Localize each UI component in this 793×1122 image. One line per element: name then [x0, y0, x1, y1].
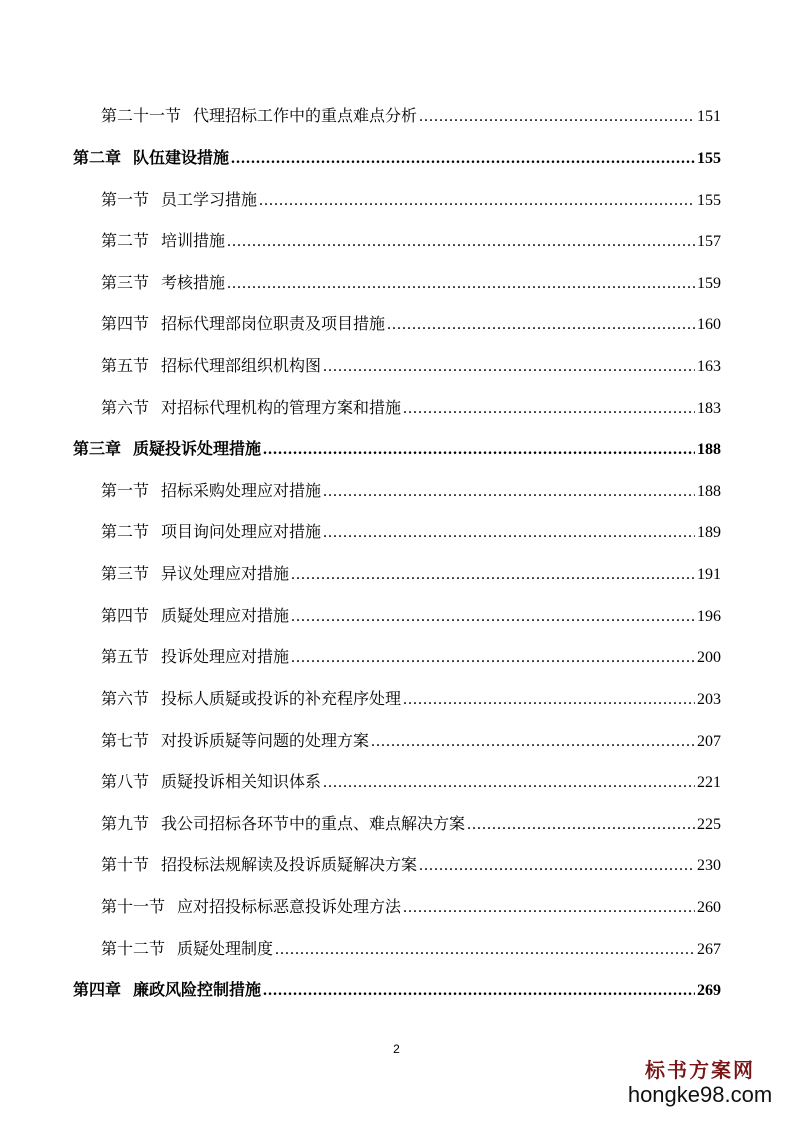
toc-leader-dots — [263, 979, 695, 1003]
toc-entry-title: 质疑处理制度 — [177, 939, 274, 958]
toc-entry[interactable] — [101, 229, 721, 253]
toc-entry-title: 招标代理部岗位职责及项目措施 — [161, 314, 386, 333]
toc-leader-dots — [291, 646, 695, 670]
toc-entry-title: 应对招投标标恶意投诉处理方法 — [177, 897, 402, 916]
site-watermark-logo — [625, 1058, 775, 1108]
toc-entry-page: 188 — [697, 483, 721, 500]
toc-leader-dots — [403, 688, 695, 712]
toc-entry-number: 第三章 — [73, 439, 122, 458]
toc-entry-page: 260 — [697, 899, 721, 916]
toc-leader-dots — [467, 813, 695, 837]
toc-entry[interactable] — [101, 520, 721, 544]
page-number: 2 — [393, 1042, 400, 1056]
toc-leader-dots — [263, 438, 695, 462]
toc-entry-page: 203 — [697, 691, 721, 708]
toc-entry-number: 第二十一节 — [101, 106, 182, 125]
toc-leader-dots — [291, 605, 695, 629]
toc-leader-dots — [323, 480, 695, 504]
toc-entry[interactable] — [101, 645, 721, 669]
watermark-chinese-name: 标书方案网 — [645, 1058, 755, 1082]
toc-entry-page: 221 — [697, 774, 721, 791]
toc-entry-number: 第四节 — [101, 606, 150, 625]
toc-entry-title: 对投诉质疑等问题的处理方案 — [161, 731, 370, 750]
toc-entry-page: 157 — [697, 233, 721, 250]
toc-entry-page: 159 — [697, 275, 721, 292]
toc-entry-title: 异议处理应对措施 — [161, 564, 290, 583]
toc-leader-dots — [291, 563, 695, 587]
toc-entry-number: 第三节 — [101, 564, 150, 583]
toc-entry[interactable] — [101, 271, 721, 295]
toc-entry-title: 质疑投诉处理措施 — [133, 439, 262, 458]
toc-entry-number: 第二章 — [73, 148, 122, 167]
toc-entry-title: 招标采购处理应对措施 — [161, 481, 322, 500]
toc-entry-number: 第九节 — [101, 814, 150, 833]
toc-entry-title: 招标代理部组织机构图 — [161, 356, 322, 375]
toc-leader-dots — [231, 147, 695, 171]
toc-entry[interactable] — [101, 729, 721, 753]
toc-entry-title: 质疑处理应对措施 — [161, 606, 290, 625]
toc-entry-title: 培训措施 — [161, 231, 226, 250]
toc-leader-dots — [323, 355, 695, 379]
toc-chapter-entry[interactable] — [73, 437, 721, 461]
watermark-domain: hongke98.com — [627, 1082, 773, 1107]
toc-leader-dots — [403, 397, 695, 421]
toc-entry-page: 188 — [697, 441, 721, 458]
toc-entry-number: 第五节 — [101, 356, 150, 375]
toc-entry-page: 207 — [697, 733, 721, 750]
toc-entry-number: 第三节 — [101, 273, 150, 292]
toc-entry-page: 155 — [697, 150, 721, 167]
toc-entry-page: 200 — [697, 649, 721, 666]
toc-entry-number: 第六节 — [101, 689, 150, 708]
toc-entry[interactable] — [101, 937, 721, 961]
toc-entry-title: 投标人质疑或投诉的补充程序处理 — [161, 689, 402, 708]
toc-entry-page: 191 — [697, 566, 721, 583]
toc-entry-number: 第十一节 — [101, 897, 166, 916]
toc-entry[interactable] — [101, 562, 721, 586]
toc-leader-dots — [419, 854, 695, 878]
toc-entry-number: 第一节 — [101, 481, 150, 500]
toc-entry-page: 160 — [697, 316, 721, 333]
toc-entry[interactable] — [101, 812, 721, 836]
toc-leader-dots — [323, 771, 695, 795]
toc-leader-dots — [387, 313, 695, 337]
toc-entry[interactable] — [101, 604, 721, 628]
toc-entry-title: 我公司招标各环节中的重点、难点解决方案 — [161, 814, 466, 833]
toc-leader-dots — [227, 272, 695, 296]
toc-entry-title: 质疑投诉相关知识体系 — [161, 772, 322, 791]
toc-entry-number: 第二节 — [101, 231, 150, 250]
toc-entry-number: 第二节 — [101, 522, 150, 541]
toc-entry[interactable] — [101, 396, 721, 420]
toc-entry-title: 考核措施 — [161, 273, 226, 292]
toc-entry-number: 第十二节 — [101, 939, 166, 958]
toc-entry-number: 第一节 — [101, 190, 150, 209]
toc-entry[interactable] — [101, 354, 721, 378]
toc-entry-page: 267 — [697, 941, 721, 958]
toc-entry-page: 225 — [697, 816, 721, 833]
toc-leader-dots — [371, 730, 695, 754]
toc-entry-title: 招投标法规解读及投诉质疑解决方案 — [161, 855, 418, 874]
toc-entry-page: 230 — [697, 857, 721, 874]
toc-entry[interactable] — [101, 479, 721, 503]
toc-entry-title: 代理招标工作中的重点难点分析 — [193, 106, 418, 125]
toc-entry-page: 183 — [697, 400, 721, 417]
toc-entry[interactable] — [101, 687, 721, 711]
toc-entry-title: 员工学习措施 — [161, 190, 258, 209]
toc-entry-number: 第七节 — [101, 731, 150, 750]
toc-chapter-entry[interactable] — [73, 146, 721, 170]
toc-entry-page: 189 — [697, 524, 721, 541]
toc-entry[interactable] — [101, 853, 721, 877]
toc-entry-page: 196 — [697, 608, 721, 625]
toc-entry[interactable] — [101, 188, 721, 212]
toc-entry[interactable] — [101, 312, 721, 336]
toc-entry-title: 队伍建设措施 — [133, 148, 230, 167]
toc-entry-title: 对招标代理机构的管理方案和措施 — [161, 398, 402, 417]
toc-entry-page: 151 — [697, 108, 721, 125]
toc-entry-page: 155 — [697, 192, 721, 209]
toc-entry-title: 项目询问处理应对措施 — [161, 522, 322, 541]
toc-entry-title: 投诉处理应对措施 — [161, 647, 290, 666]
toc-entry[interactable] — [101, 895, 721, 919]
toc-leader-dots — [227, 230, 695, 254]
toc-entry-number: 第四节 — [101, 314, 150, 333]
toc-entry-number: 第六节 — [101, 398, 150, 417]
toc-leader-dots — [259, 189, 695, 213]
toc-entry-number: 第十节 — [101, 855, 150, 874]
toc-entry-number: 第八节 — [101, 772, 150, 791]
toc-entry-page: 163 — [697, 358, 721, 375]
toc-chapter-entry[interactable] — [73, 978, 721, 1002]
toc-leader-dots — [275, 938, 695, 962]
toc-entry-page: 269 — [697, 982, 721, 999]
toc-entry[interactable] — [101, 104, 721, 128]
toc-leader-dots — [419, 105, 695, 129]
toc-entry-number: 第四章 — [73, 980, 122, 999]
toc-leader-dots — [403, 896, 695, 920]
toc-entry-number: 第五节 — [101, 647, 150, 666]
toc-entry[interactable] — [101, 770, 721, 794]
toc-entry-title: 廉政风险控制措施 — [133, 980, 262, 999]
toc-leader-dots — [323, 521, 695, 545]
